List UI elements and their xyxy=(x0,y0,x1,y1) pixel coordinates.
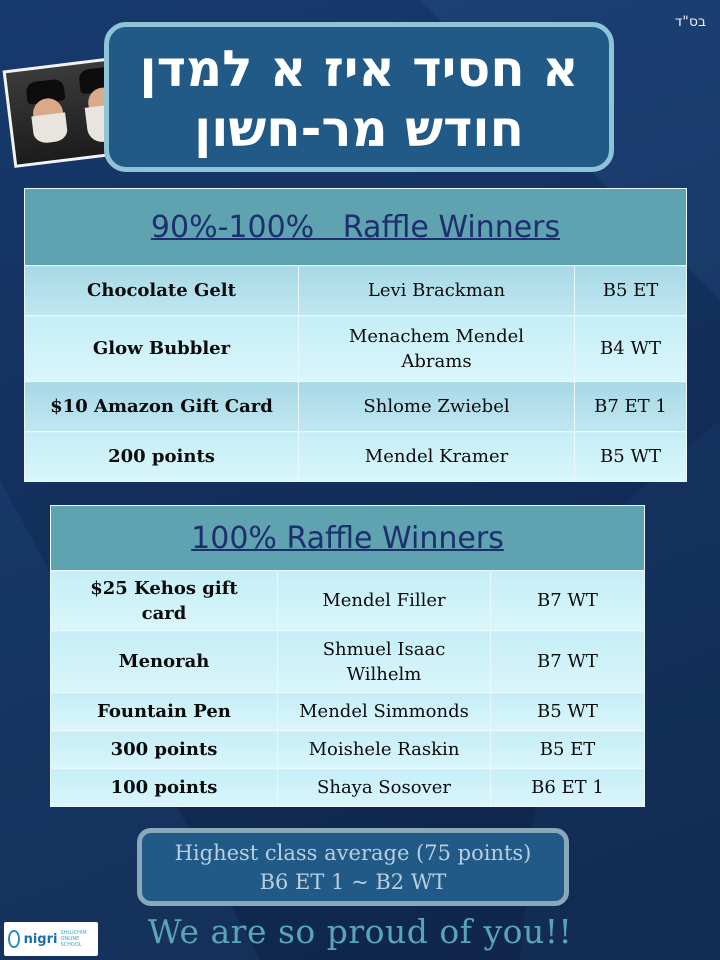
class-cell: B5 WT xyxy=(575,432,687,482)
raffle-100-table xyxy=(50,505,645,807)
title-line-1: א חסיד איז א למדן xyxy=(139,40,579,98)
winner-cell: Shmuel Isaac Wilhelm xyxy=(278,631,491,693)
logo-name: nigri xyxy=(23,931,58,947)
winner-cell: Mendel Simmonds xyxy=(278,693,491,731)
winner-cell: Menachem Mendel Abrams xyxy=(299,316,575,382)
prize-cell: Menorah xyxy=(51,631,278,693)
nigri-logo xyxy=(4,922,98,956)
prize-cell: 200 points xyxy=(25,432,299,482)
class-cell: B4 WT xyxy=(575,316,687,382)
winner-cell: Mendel Filler xyxy=(278,571,491,631)
proud-message: We are so proud of you!! xyxy=(147,912,573,951)
table-row xyxy=(51,631,645,693)
class-average-box xyxy=(137,828,569,906)
title-line-2: חודש מר-חשון xyxy=(194,100,524,158)
prize-cell: $10 Amazon Gift Card xyxy=(25,382,299,432)
raffle-100-heading: 100% Raffle Winners xyxy=(51,506,645,571)
besd-mark: בס"ד xyxy=(674,14,706,30)
prize-cell: Glow Bubbler xyxy=(25,316,299,382)
raffle-90-heading: 90%-100% Raffle Winners xyxy=(25,189,687,266)
class-cell: B6 ET 1 xyxy=(491,769,645,807)
winner-cell: Mendel Kramer xyxy=(299,432,575,482)
table-row xyxy=(25,316,687,382)
prize-cell: 300 points xyxy=(51,731,278,769)
prize-cell: $25 Kehos gift card xyxy=(51,571,278,631)
table-row xyxy=(25,432,687,482)
class-cell: B5 ET xyxy=(575,266,687,316)
class-cell: B5 WT xyxy=(491,693,645,731)
class-average-classes: B6 ET 1 ~ B2 WT xyxy=(259,870,447,894)
class-cell: B7 WT xyxy=(491,571,645,631)
raffle-90-table xyxy=(24,188,687,482)
class-average-title: Highest class average (75 points) xyxy=(174,841,532,865)
winner-cell: Levi Brackman xyxy=(299,266,575,316)
winner-cell: Shaya Sosover xyxy=(278,769,491,807)
table-row xyxy=(51,731,645,769)
nigri-logo-icon xyxy=(8,930,20,948)
table-row xyxy=(51,571,645,631)
prize-cell: 100 points xyxy=(51,769,278,807)
table-row xyxy=(25,382,687,432)
class-cell: B5 ET xyxy=(491,731,645,769)
prize-cell: Chocolate Gelt xyxy=(25,266,299,316)
winner-cell: Moishele Raskin xyxy=(278,731,491,769)
prize-cell: Fountain Pen xyxy=(51,693,278,731)
table-row xyxy=(51,693,645,731)
logo-tagline: SHLUCHIM ONLINE SCHOOL xyxy=(60,930,87,948)
class-cell: B7 ET 1 xyxy=(575,382,687,432)
table-row xyxy=(25,266,687,316)
class-cell: B7 WT xyxy=(491,631,645,693)
table-row xyxy=(51,769,645,807)
winner-cell: Shlome Zwiebel xyxy=(299,382,575,432)
title-banner xyxy=(104,22,614,172)
